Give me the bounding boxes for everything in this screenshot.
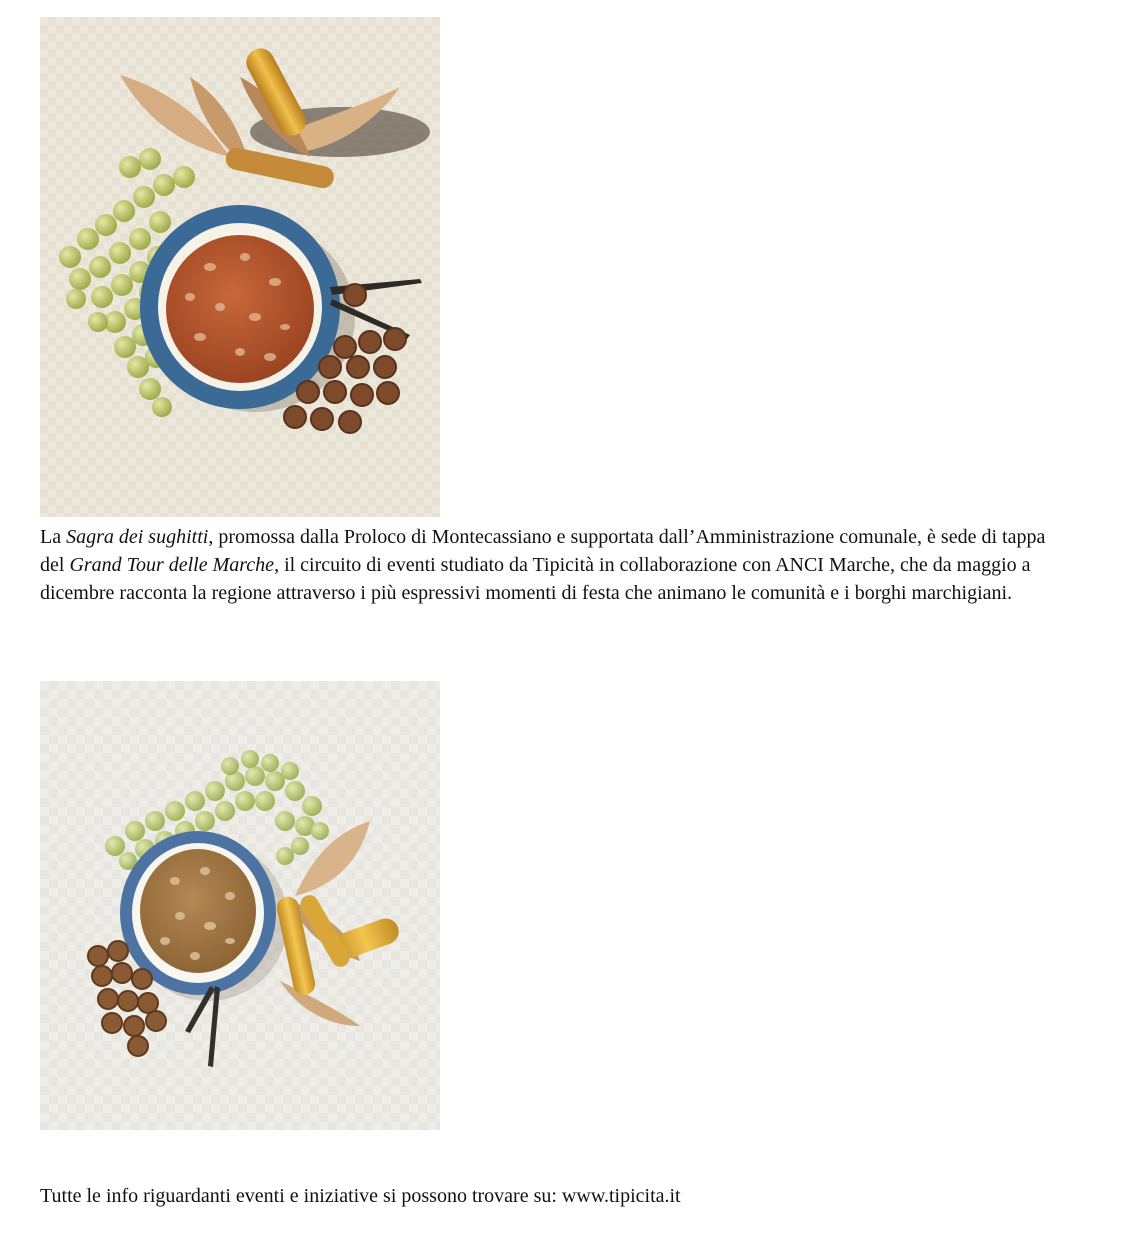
intro-paragraph: La Sagra dei sughitti, promossa dalla Proloco di Montecassiano e supportata dall’Amministrazione comunale, è sede di tappa del Grand Tour delle Marche, il circuito di eventi studiato da Tipicità in collaborazione con ANCI Marche, che da maggio a dicembre racconta la regione attraverso i più espressivi momenti di festa che animano le comunità e i borghi marchigiani.	[40, 526, 1046, 604]
info-paragraph: Tutte le info riguardanti eventi e iniziative si possono trovare su: www.tipicita.it	[40, 1185, 681, 1207]
sughitti-photo-2	[40, 681, 440, 1130]
sagra-title: Sagra dei sughitti	[66, 526, 209, 548]
grand-tour-title: Grand Tour delle Marche	[69, 554, 275, 576]
sughitti-photo-1	[40, 17, 440, 517]
